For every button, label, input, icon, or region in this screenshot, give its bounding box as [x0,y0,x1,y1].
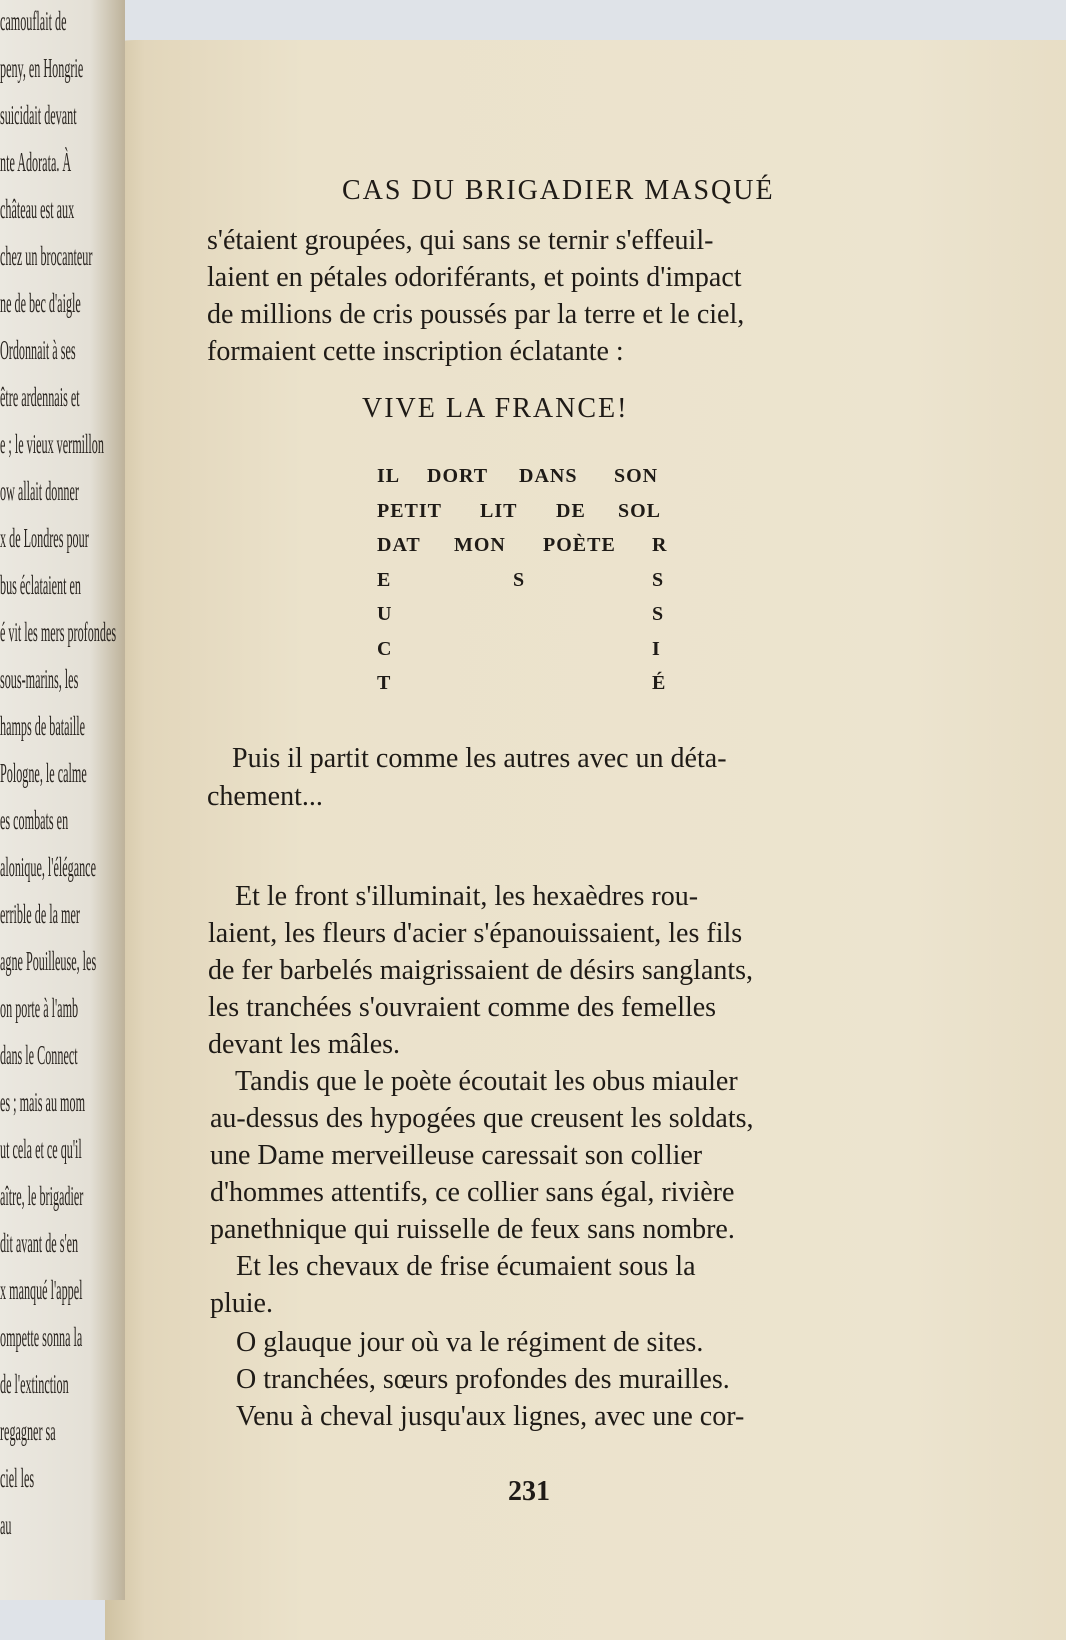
left-page-line: Pologne, le calme [0,758,87,788]
paragraph-line: une Dame merveilleuse caressait son collier [210,1140,703,1171]
left-page-line: x manqué l'appel [0,1275,83,1305]
left-page-line: de l'extinction [0,1369,69,1399]
left-page-line: chez un brocanteur [0,241,93,271]
paragraph-line: Tandis que le poète écoutait les obus miauler [235,1066,738,1097]
left-page-line: Ordonnait à ses [0,335,76,365]
calligram-word: T [377,672,392,694]
left-page [0,0,125,1600]
calligram-word: SON [614,465,659,487]
calligram-word: DANS [519,465,578,487]
paragraph-line: Puis il partit comme les autres avec un déta- [232,743,727,774]
left-page-line: hamps de bataille [0,711,86,741]
left-page-line: agne Pouilleuse, les [0,946,97,976]
calligram-word: C [377,637,393,660]
calligram-word: I [652,637,661,660]
left-page-line: au [0,1510,12,1540]
paragraph-line: chement... [207,781,323,812]
paragraph-line: Venu à cheval jusqu'aux lignes, avec une cor- [236,1401,745,1432]
paragraph-line: d'hommes attentifs, ce collier sans égal, rivière [210,1177,735,1208]
calligram-word: DORT [427,465,489,487]
paragraph-line: Et le front s'illuminait, les hexaèdres rou- [235,881,699,912]
left-page-line: é vit les mers profondes [0,617,117,647]
left-page-line: regagner sa [0,1416,56,1446]
calligram-word: R [652,534,668,556]
paragraph-line: laient, les fleurs d'acier s'épanouissaient, les fils [208,918,743,949]
paragraph-line: O glauque jour où va le régiment de sites. [236,1327,704,1358]
left-page-line: es ; mais au mom [0,1087,86,1117]
paragraph-line: devant les mâles. [208,1029,401,1060]
left-page-line: errible de la mer [0,899,80,929]
left-page-line: ut cela et ce qu'il [0,1134,82,1164]
calligram-word: S [652,568,665,591]
left-page-line: dit avant de s'en [0,1228,79,1258]
paragraph-line: panethnique qui ruisselle de feux sans nombre. [210,1214,735,1245]
left-page-line: on porte à l'amb [0,993,79,1023]
calligram-word: DE [556,499,586,522]
left-page-line: château est aux [0,194,75,224]
calligram-title: VIVE LA FRANCE! [362,393,629,424]
left-page-line: être ardennais et [0,382,80,412]
calligram-word: IL [377,465,401,487]
calligram-word: S [652,603,665,625]
calligram-word: E [377,568,392,591]
paragraph-line: formaient cette inscription éclatante : [207,336,624,367]
paragraph-line: pluie. [210,1288,273,1319]
calligram-word: DAT [377,534,421,556]
page-number: 231 [508,1476,550,1507]
left-page-line: bus éclataient en [0,570,81,600]
paragraph-line: O tranchées, sœurs profondes des murailles. [236,1364,730,1395]
left-page-line: ciel les [0,1463,35,1493]
calligram-word: S [513,568,526,591]
left-page-line: nte Adorata. À [0,147,72,177]
left-page-line: peny, en Hongrie [0,53,84,83]
paragraph-line: de fer barbelés maigrissaient de désirs sanglants, [208,955,754,986]
paragraph-line: de millions de cris poussés par la terre et le ciel, [207,299,745,330]
left-page-line: ompette sonna la [0,1322,83,1352]
calligram-word: SOL [618,499,662,522]
calligram-word: É [652,672,667,694]
calligram-word: MON [454,534,506,556]
left-page-line: sous-marins, les [0,664,79,694]
left-page-line: camouflait de [0,6,67,36]
left-page-line: dans le Connect [0,1040,78,1070]
left-page-line: es combats en [0,805,69,835]
paragraph-line: les tranchées s'ouvraient comme des femelles [208,992,717,1023]
paragraph-line: s'étaient groupées, qui sans se ternir s'effeuil- [207,225,714,256]
paragraph-line: laient en pétales odoriférants, et points d'impact [207,262,742,293]
left-page-line: suicidait devant [0,100,77,130]
paragraph-line: au-dessus des hypogées que creusent les soldats, [210,1103,754,1134]
calligram-word: PETIT [377,499,443,522]
paragraph-line: Et les chevaux de frise écumaient sous la [236,1251,696,1282]
left-page-line: x de Londres pour [0,523,89,553]
left-page-line: ne de bec d'aigle [0,288,81,318]
left-page-line: aître, le brigadier [0,1181,84,1211]
calligram-word: POÈTE [543,534,616,556]
calligram-word: U [377,603,393,625]
left-page-line: e ; le vieux vermillon [0,429,104,459]
calligram-word: LIT [480,499,518,522]
left-page-line: alonique, l'élégance [0,852,96,882]
left-page-line: ow allait donner [0,476,79,506]
running-head: CAS DU BRIGADIER MASQUÉ [342,175,775,206]
